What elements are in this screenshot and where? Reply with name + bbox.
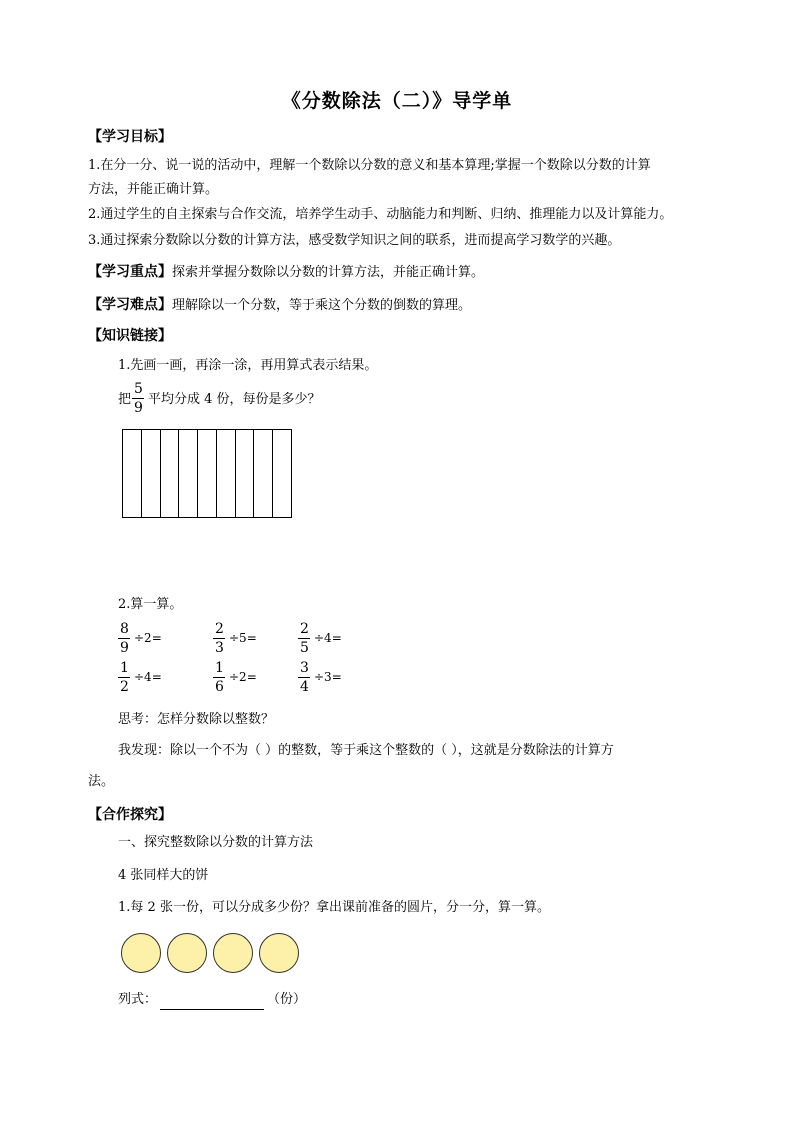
cooperation-q1: 1.每 2 张一份，可以分成多少份？拿出课前准备的圆片，分一分，算一算。 [118, 900, 550, 915]
fraction-strip-diagram[interactable] [122, 429, 292, 518]
pancake-circle [167, 933, 207, 973]
strip-cell[interactable] [217, 430, 236, 517]
q1-prefix: 把 [118, 392, 132, 407]
fraction-denominator: 5 [300, 640, 309, 656]
think-question: 思考：怎样分数除以整数？ [118, 712, 275, 727]
given-info: 4 张同样大的饼 [118, 868, 209, 883]
objective-3: 3.通过探索分数除以分数的计算方法，感受数学知识之间的联系，进而提高学习数学的兴趣。 [88, 233, 621, 248]
strip-cell[interactable] [161, 430, 180, 517]
strip-cell[interactable] [179, 430, 198, 517]
fraction-five-ninths [132, 381, 145, 416]
fraction-denominator: 4 [300, 679, 309, 695]
objective-1-line1: 1.在分一分、说一说的活动中，理解一个数除以分数的意义和基本算理;掌握一个数除以分数的计算 [88, 158, 651, 173]
knowledge-link-heading: 【知识链接】 [88, 328, 172, 344]
fraction-denominator: 6 [215, 679, 224, 695]
pancake-circle [121, 933, 161, 973]
formula-unit: （份） [267, 992, 307, 1007]
pancake-circles [121, 933, 299, 973]
discover-line1: 我发现：除以一个不为（ ）的整数，等于乘这个整数的（ ），这就是分数除法的计算方 [118, 743, 614, 758]
strip-cell[interactable] [273, 430, 291, 517]
difficulty [88, 295, 471, 316]
exercise-operation: ÷4= [314, 631, 342, 645]
exercise-fraction [118, 621, 131, 656]
key-point [88, 262, 484, 283]
formula-answer-blank[interactable] [160, 995, 264, 1010]
fraction-denominator: 3 [215, 640, 224, 656]
cooperation-heading: 【合作探究】 [88, 807, 172, 823]
exercise-fraction [118, 660, 131, 695]
key-point-heading: 【学习重点】 [88, 264, 172, 280]
pancake-circle [213, 933, 253, 973]
fraction-numerator: 1 [120, 660, 129, 676]
fraction-numerator: 2 [300, 621, 309, 637]
knowledge-q1: 1.先画一画，再涂一涂，再用算式表示结果。 [118, 358, 378, 373]
exercise-operation: ÷5= [229, 631, 257, 645]
q1-suffix: 平均分成 4 份，每份是多少？ [148, 392, 321, 407]
fraction-denominator: 9 [134, 400, 143, 416]
fraction-numerator: 1 [215, 660, 224, 676]
strip-cell[interactable] [236, 430, 255, 517]
strip-cell[interactable] [254, 430, 273, 517]
key-point-text: 探索并掌握分数除以分数的计算方法，并能正确计算。 [172, 265, 485, 280]
exercise-operation: ÷2= [229, 670, 257, 684]
exercise-operation: ÷3= [314, 670, 342, 684]
difficulty-heading: 【学习难点】 [88, 297, 172, 313]
objectives-heading: 【学习目标】 [88, 129, 172, 145]
exercise-operation: ÷2= [134, 631, 162, 645]
strip-cell[interactable] [142, 430, 161, 517]
objective-1-line2: 方法，并能正确计算。 [88, 182, 219, 197]
strip-cell[interactable] [198, 430, 217, 517]
knowledge-q2: 2.算一算。 [118, 597, 183, 612]
objective-2: 2.通过学生的自主探索与合作交流，培养学生动手、动脑能力和判断、归纳、推理能力以及计算能力。 [88, 207, 673, 222]
exercise-fraction [213, 660, 226, 695]
strip-cell[interactable] [123, 430, 142, 517]
formula-label: 列式： [118, 992, 158, 1007]
exercise-fraction [298, 621, 311, 656]
exercise-fraction [213, 621, 226, 656]
pancake-circle [259, 933, 299, 973]
fraction-denominator: 2 [120, 679, 129, 695]
formula-row [118, 990, 306, 1010]
fraction-numerator: 2 [215, 621, 224, 637]
section-1-title: 一、探究整数除以分数的计算方法 [118, 835, 314, 850]
exercise-operation: ÷4= [134, 670, 162, 684]
fraction-numerator: 3 [300, 660, 309, 676]
fraction-numerator: 8 [120, 621, 129, 637]
discover-line2: 法。 [88, 774, 115, 789]
difficulty-text: 理解除以一个分数，等于乘这个分数的倒数的算理。 [172, 298, 472, 313]
fraction-numerator: 5 [134, 381, 143, 397]
page-title: 《分数除法（二）》导学单 [281, 90, 513, 112]
fraction-denominator: 9 [120, 640, 129, 656]
exercise-fraction [298, 660, 311, 695]
